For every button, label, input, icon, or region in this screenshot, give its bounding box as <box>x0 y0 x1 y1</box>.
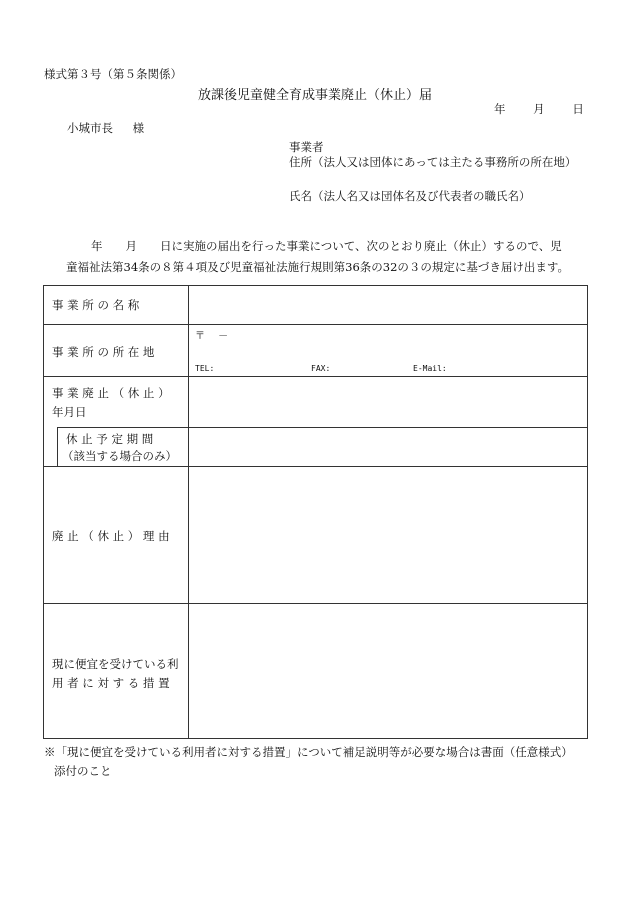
date-month: 月 <box>533 102 545 116</box>
suspension-period-label-line-1: 休 止 予 定 期 間 <box>66 432 154 446</box>
applicant-address-label: 住所（法人又は団体にあっては主たる事務所の所在地） <box>289 155 577 169</box>
email-label: E-Mail: <box>413 364 447 373</box>
operator-label: 事業者 <box>289 140 324 154</box>
user-measures-label-line-1: 現に便宜を受けている利 <box>52 657 179 671</box>
form-title: 放課後児童健全育成事業廃止（休止）届 <box>197 88 432 103</box>
declaration-line-1: 年 月 日に実施の届出を行った事業について、次のとおり廃止（休止）するので、児 <box>91 239 562 253</box>
form-table <box>43 285 588 739</box>
declaration-line-2: 童福祉法第34条の８第４項及び児童福祉法施行規則第36条の32の３の規定に基づき届け出ます。 <box>66 260 569 274</box>
facility-name-field[interactable] <box>189 286 587 324</box>
submission-date <box>494 101 584 117</box>
addressee-name: 小城市長 <box>67 121 113 135</box>
footnote-line-2: 添付のこと <box>54 764 112 778</box>
facility-name-label: 事 業 所 の 名 称 <box>52 298 140 312</box>
tel-label: TEL: <box>195 364 215 373</box>
facility-address-field[interactable] <box>189 325 587 376</box>
closure-date-label-line-1: 事 業 廃 止 （ 休 止 ） <box>52 386 170 400</box>
date-year: 年 <box>494 102 506 116</box>
applicant-name-label: 氏名（法人名又は団体名及び代表者の職氏名） <box>289 189 531 203</box>
footnote-line-1: ※「現に便宜を受けている利用者に対する措置」について補足説明等が必要な場合は書面（任意様式） <box>44 745 573 759</box>
footnote <box>44 743 573 781</box>
addressee <box>67 120 144 136</box>
closure-date-label-line-2: 年月日 <box>52 405 87 419</box>
form-number: 様式第３号（第５条関係） <box>44 67 182 81</box>
closure-date-field[interactable] <box>189 377 587 427</box>
addressee-honorific: 様 <box>132 121 145 135</box>
user-measures-label-line-2: 用 者 に 対 す る 措 置 <box>52 676 170 690</box>
declaration-text <box>66 236 586 278</box>
suspension-period-label-line-2: （該当する場合のみ） <box>62 449 177 463</box>
user-measures-field[interactable] <box>189 604 587 739</box>
closure-reason-label: 廃 止 （ 休 止 ） 理 由 <box>52 529 170 543</box>
postal-code-mark: 〒 － <box>195 331 229 342</box>
closure-reason-field[interactable] <box>189 467 587 603</box>
facility-address-label: 事 業 所 の 所 在 地 <box>52 345 155 359</box>
sub-row-indent-line <box>57 427 58 466</box>
suspension-period-field[interactable] <box>189 428 587 466</box>
fax-label: FAX: <box>311 364 331 373</box>
date-day: 日 <box>572 102 584 116</box>
